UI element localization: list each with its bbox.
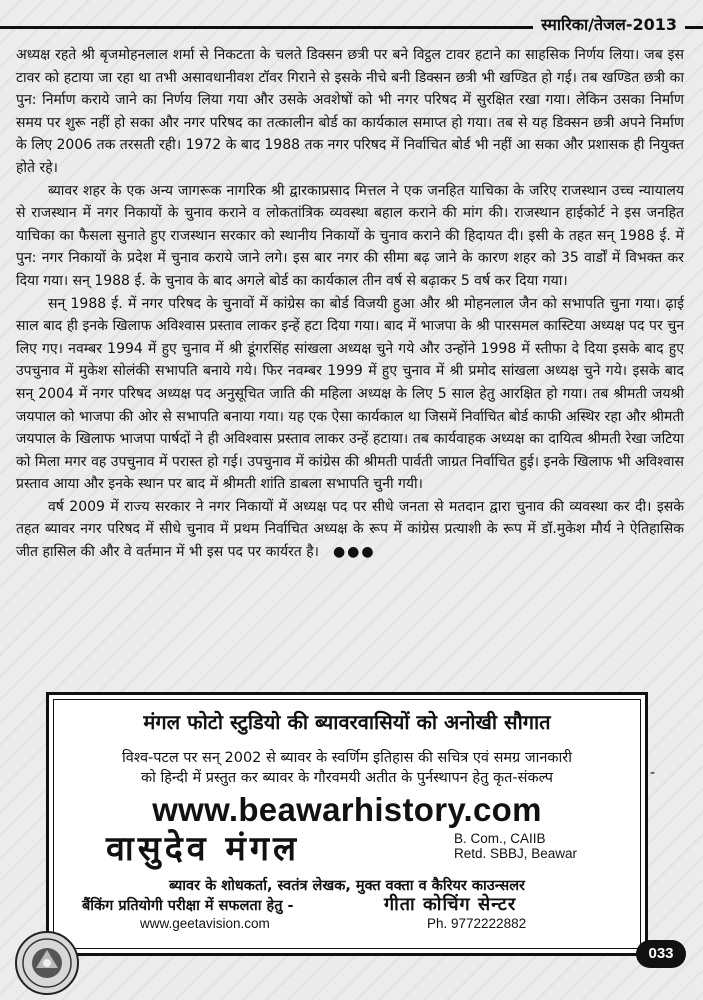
emblem-seal-icon (14, 930, 80, 996)
ad-person-name: वासुदेव मंगल (106, 829, 301, 869)
ad-line-1: विश्व-पटल पर सन् 2002 से ब्यावर के स्वर्णिम इतिहास की सचित्र एवं समग्र जानकारी (122, 750, 572, 766)
ad-qualification-2: Retd. SBBJ, Beawar (454, 846, 578, 861)
advertisement-inner (53, 699, 641, 949)
paragraph: अध्यक्ष रहते श्री बृजमोहनलाल शर्मा से निकटता के चलते डिक्सन छत्री पर बने विट्ठल टावर हटाने का साहसिक निर्णय लिया। जब इस टावर को हटाया जा रहा था तभी असावधानीवश टॉवर गिराने से इसके नीचे बनी डिक्सन छत्री भी खण्डित हो गई। तब खण्डित छत्री का पुन: निर्माण कराये जाने का निर्णय लिया गया और उसके अवशेषों को भी नगर परिषद में सुरक्षित रखा गया। लेकिन उसका निर्माण समय पर शुरू नहीं हो सका और नगर परिषद का तत्कालीन बोर्ड का कार्यकाल समाप्त हो गया। तब से यह डिक्सन छत्री अपने निर्माण के लिए 2006 तक तरसती रही। 1972 के बाद 1988 तक नगर परिषद में निर्वाचित बोर्ड भी नहीं आ सका और प्रशासक ही नियुक्त होते रहे। (16, 47, 684, 176)
ad-qualification-1: B. Com., CAIIB (454, 831, 546, 846)
paragraph-last (16, 496, 684, 564)
side-mark: - (650, 765, 656, 781)
ad-line-2: को हिन्दी में प्रस्तुत कर ब्यावर के गौरवमयी अतीत के पुर्नस्थापन हेतु कृत-संकल्प (140, 770, 554, 786)
ad-banking-line: बैंकिंग प्रतियोगी परीक्षा में सफलता हेतु - (82, 898, 294, 914)
ad-website-url[interactable]: www.beawarhistory.com (152, 791, 542, 828)
paragraph: ब्यावर शहर के एक अन्य जागरूक नागरिक श्री द्वारकाप्रसाद मित्तल ने एक जनहित याचिका के जरिए राजस्थान उच्च न्यायालय से राजस्थान में नगर निकायों के चुनाव कराने व लोकतांत्रिक व्यवस्था बहाल कराने की मांग की। राजस्थान हाईकोर्ट ने इस जनहित याचिका का फैसला सुनाते हुए राजस्थान सरकार को स्थानीय निकायों के चुनाव कराने की हिदायत दी। इसी के तहत सन् 1988 ई. में पुन: नगर निकायों के प्रदेश में चुनाव कराये जाने लगे। इस बार नगर की सीमा बढ़ जाने के कारण शहर को 35 वार्डों में विभक्त कर दिया गया। सन् 1988 ई. के चुनाव के बाद अगले बोर्ड का कार्यकाल तीन वर्ष से बढ़ाकर 5 वर्ष कर दिया गया। (16, 182, 684, 289)
page-header (0, 14, 703, 40)
end-mark: ●●● (332, 544, 376, 561)
article-body (16, 44, 684, 564)
ad-headline: मंगल फोटो स्टुडियो की ब्यावरवासियों को अनोखी सौगात (143, 710, 551, 734)
ad-coaching-name: गीता कोचिंग सेन्टर (384, 894, 517, 915)
ad-qualifications (454, 831, 577, 861)
advertisement-box (46, 692, 648, 956)
page-number: 033 (636, 940, 686, 968)
ad-coaching-website[interactable]: www.geetavision.com (140, 916, 270, 931)
ad-phone: Ph. 9772222882 (427, 916, 527, 931)
paragraph: सन् 1988 ई. में नगर परिषद के चुनावों में कांग्रेस का बोर्ड विजयी हुआ और श्री मोहनलाल जैन को सभापति चुना गया। ढ़ाई साल बाद ही इनके खिलाफ अविश्वास प्रस्ताव लाकर इन्हें हटा दिया गया। बाद में भाजपा के श्री पारसमल कास्टिया अध्यक्ष पद पर चुन लिए गए। नवम्बर 1994 में हुए चुनाव में श्री डूंगरसिंह सांखला अध्यक्ष चुने गये और उन्होंने 1998 में स्तीफा दे दिया इसके बाद हुए उपचुनाव में मुकेश सोलंकी सभापति बनाये गये। फिर नवम्बर 1999 में हुए चुनाव में श्री प्रमोद सांखला अध्यक्ष चुने गये। इसके बाद सन् 2004 में नगर परिषद अध्यक्ष पद अनुसूचित जाति की महिला अध्यक्ष के लिए 5 साल हेतु आरक्षित हो गया। तब श्रीमती जयश्री जयपाल को भाजपा की ओर से सभापति बनाया गया। यह एक ऐसा कार्यकाल था जिसमें निर्वाचित बोर्ड काफी अस्थिर रहा और श्रीमती जयपाल के खिलाफ भाजपा पार्षदों ने ही अविश्वास प्रस्ताव लाकर उन्हें हटाया। तब कार्यवाहक अध्यक्ष का दायित्व श्रीमती रेखा जटिया को मिला मगर वह उपचुनाव में परास्त हो गई। उपचुनाव में कांग्रेस की श्रीमती पार्वती जाग्रत निर्वाचित हुई। इनके खिलाफ भी अविश्वास प्रस्ताव आया और इनके स्थान पर बाद में श्रीमती शांति डाबला सभापति चुनी गयी। (16, 295, 684, 493)
header-title: स्मारिका/तेजल-2013 (533, 14, 685, 36)
ad-roles: ब्यावर के शोधकर्ता, स्वतंत्र लेखक, मुक्त वक्ता व कैरियर काउन्सलर (169, 878, 525, 894)
paragraph-text: वर्ष 2009 में राज्य सरकार ने नगर निकायों में अध्यक्ष पद पर सीधे जनता से मतदान द्वारा चुनाव की व्यवस्था कर दी। इसके तहत ब्यावर नगर परिषद में सीधे चुनाव में प्रथम निर्वाचित अध्यक्ष के रूप में कांग्रेस प्रत्याशी के रूप में डॉ.मुकेश मौर्य ने ऐतिहासिक जीत हासिल की और वे वर्तमान में भी इस पद पर कार्यरत है। (16, 498, 684, 561)
